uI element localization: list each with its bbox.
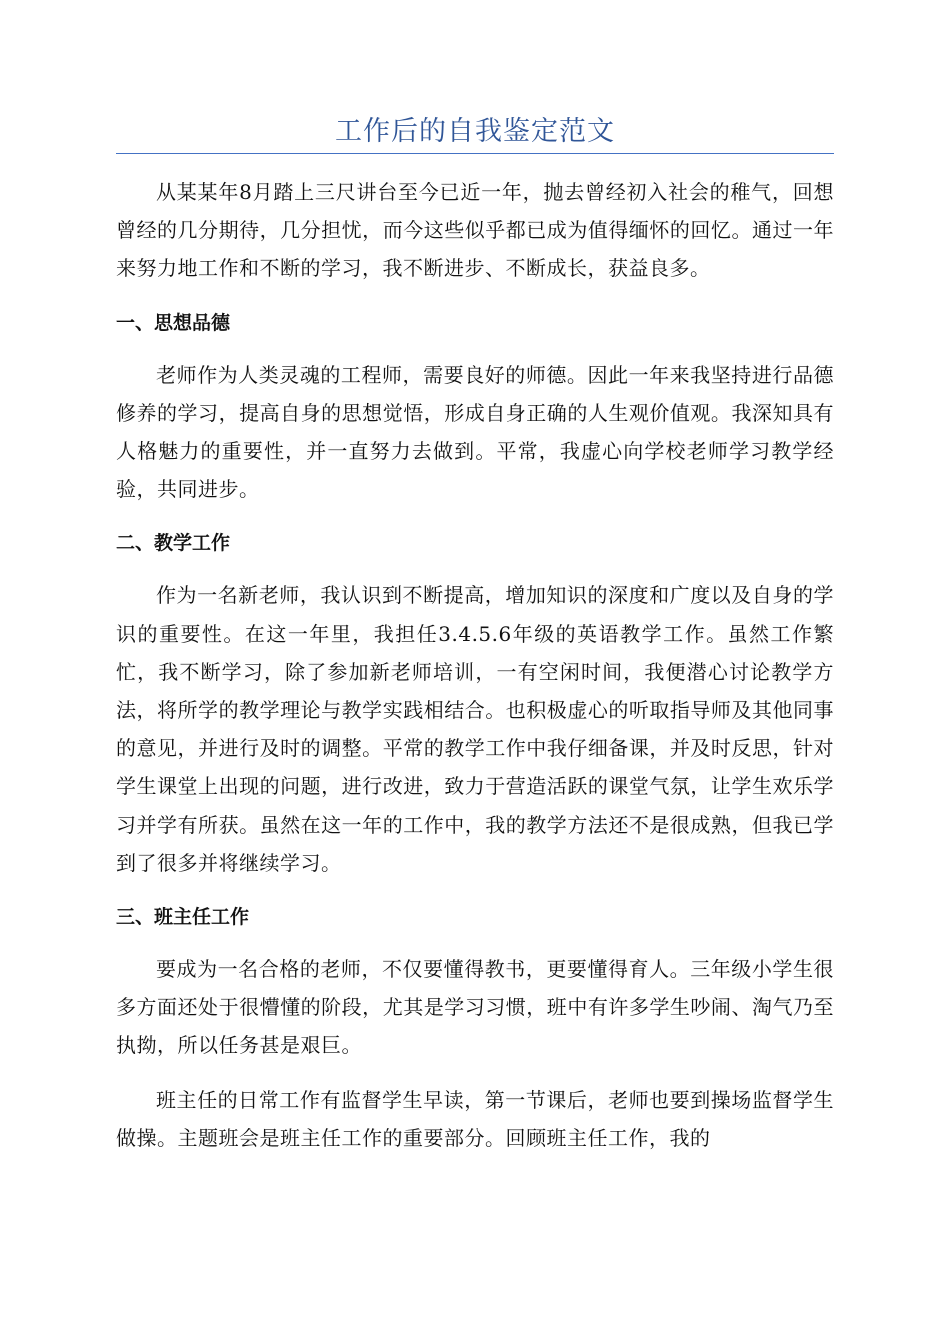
section-paragraph: 作为一名新老师，我认识到不断提高，增加知识的深度和广度以及自身的学识的重要性。在这一年里，我担任3.4.5.6年级的英语教学工作。虽然工作繁忙，我不断学习，除了参加新老师培训，一有空闲时间，我便潜心讨论教学方法，将所学的教学理论与教学实践相结合。也积极虚心的听取指导师及其他同事的意见，并进行及时的调整。平常的教学工作中我仔细备课，并及时反思，针对学生课堂上出现的问题，进行改进，致力于营造活跃的课堂气氛，让学生欢乐学习并学有所获。虽然在这一年的工作中，我的教学方法还不是很成熟，但我已学到了很多并将继续学习。 [116,583,834,875]
title-underline [116,153,834,154]
document-body [116,173,834,1173]
document-title: 工作后的自我鉴定范文 [335,116,615,147]
intro-paragraph: 从某某年8月踏上三尺讲台至今已近一年，抛去曾经初入社会的稚气，回想曾经的几分期待，几分担忧，而今这些似乎都已成为值得缅怀的回忆。通过一年来努力地工作和不断的学习，我不断进步、不断成长，获益良多。 [116,180,834,281]
section-paragraph: 要成为一名合格的老师，不仅要懂得教书，更要懂得育人。三年级小学生很多方面还处于很懵懂的阶段，尤其是学习习惯，班中有许多学生吵闹、淘气乃至执拗，所以任务甚是艰巨。 [116,957,834,1058]
section-paragraph: 班主任的日常工作有监督学生早读，第一节课后，老师也要到操场监督学生做操。主题班会是班主任工作的重要部分。回顾班主任工作，我的 [116,1087,834,1150]
section-heading: 三、班主任工作 [116,906,250,929]
section-heading: 二、教学工作 [116,532,231,555]
section-heading: 一、思想品德 [116,311,231,334]
section-class-teacher [116,898,834,1157]
section-ideology [116,304,834,509]
section-paragraph: 老师作为人类灵魂的工程师，需要良好的师德。因此一年来我坚持进行品德修养的学习，提高自身的思想觉悟，形成自身正确的人生观价值观。我深知具有人格魅力的重要性，并一直努力去做到。平常，我虚心向学校老师学习教学经验，共同进步。 [116,362,834,502]
section-teaching [116,524,834,882]
